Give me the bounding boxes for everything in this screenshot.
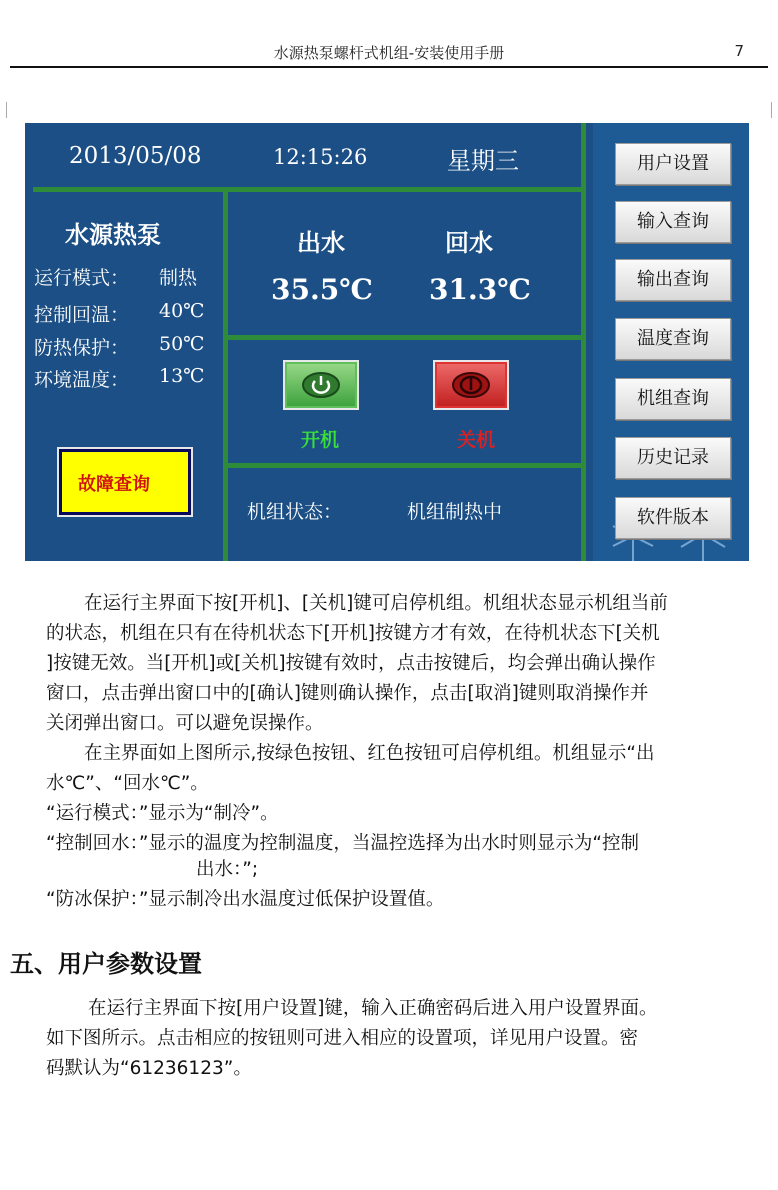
- power-on-label: 开机: [301, 429, 340, 451]
- divider-vertical-left: [223, 187, 228, 561]
- paragraph-line: 在主界面如上图所示,按绿色按钮、红色按钮可启停机组。机组显示“出: [84, 743, 655, 764]
- power-off-label: 关机: [457, 429, 496, 451]
- time-display: 12:15:26: [273, 145, 368, 169]
- hmi-main-screen: [25, 123, 749, 561]
- weekday-display: 星期三: [447, 147, 519, 175]
- paragraph-line: 在运行主界面下按[用户设置]键，输入正确密码后进入用户设置界面。: [88, 998, 658, 1019]
- fault-query-button[interactable]: [59, 449, 191, 515]
- note-freeze-protect: “防冰保护：”显示制冷出水温度过低保护设置值。: [46, 889, 445, 910]
- return-water-temp: 31.3℃: [429, 273, 531, 306]
- output-query-button[interactable]: 输出查询: [615, 259, 731, 301]
- note-control-return: “控制回水：”显示的温度为控制温度，当温控选择为出水时则显示为“控制: [46, 833, 640, 854]
- run-mode-value: 制热: [159, 267, 198, 289]
- paragraph-line: 关闭弹出窗口。可以避免误操作。: [46, 713, 324, 734]
- outlet-water-label: 出水: [297, 228, 345, 257]
- fault-query-label: 故障查询: [78, 474, 150, 495]
- unit-query-button[interactable]: 机组查询: [615, 378, 731, 420]
- software-version-button[interactable]: 软件版本: [615, 497, 731, 539]
- divider-top: [33, 187, 583, 192]
- divider-lower: [223, 463, 583, 468]
- divider-vertical-right: [581, 123, 586, 561]
- power-icon: [299, 370, 343, 400]
- unit-name: 水源热泵: [65, 220, 161, 249]
- unit-status-label: 机组状态：: [247, 501, 343, 523]
- note-control-return-cont: 出水：”;: [196, 859, 259, 880]
- paragraph-line: 水℃”、“回水℃”。: [46, 773, 209, 794]
- paragraph-line: 如下图所示。点击相应的按钮则可进入相应的设置项，详见用户设置。密: [46, 1028, 639, 1049]
- control-return-label: 控制回温：: [34, 304, 130, 326]
- outlet-water-temp: 35.5℃: [271, 273, 373, 306]
- return-water-label: 回水: [445, 228, 493, 257]
- power-on-button[interactable]: [283, 360, 359, 410]
- unit-status-value: 机组制热中: [407, 501, 503, 523]
- paragraph-line: 窗口，点击弹出窗口中的[确认]键则确认操作，点击[取消]键则取消操作并: [46, 683, 649, 704]
- section-heading: 五、用户参数设置: [10, 950, 202, 978]
- control-return-value: 40℃: [159, 300, 205, 322]
- document-title: 水源热泵螺杆式机组-安装使用手册: [273, 44, 505, 62]
- input-query-button[interactable]: 输入查询: [615, 201, 731, 243]
- page-number: 7: [734, 42, 744, 60]
- header-rule: [10, 66, 768, 68]
- date-display: 2013/05/08: [69, 143, 202, 169]
- heat-protect-label: 防热保护：: [34, 337, 130, 359]
- paragraph-line: ]按键无效。当[开机]或[关机]按键有效时，点击按键后，均会弹出确认操作: [46, 653, 656, 674]
- power-off-button[interactable]: [433, 360, 509, 410]
- crop-mark: [771, 102, 772, 118]
- ambient-temp-label: 环境温度：: [34, 369, 130, 391]
- heat-protect-value: 50℃: [159, 333, 205, 355]
- paragraph-line: 的状态，机组在只有在待机状态下[开机]按键方才有效，在待机状态下[关机: [46, 623, 660, 644]
- user-settings-button[interactable]: 用户设置: [615, 143, 731, 185]
- temperature-query-button[interactable]: 温度查询: [615, 318, 731, 360]
- history-record-button[interactable]: 历史记录: [615, 437, 731, 479]
- note-run-mode: “运行模式：”显示为“制冷”。: [46, 803, 279, 824]
- run-mode-label: 运行模式：: [34, 267, 130, 289]
- page-header: [0, 0, 778, 70]
- paragraph-line: 在运行主界面下按[开机]、[关机]键可启停机组。机组状态显示机组当前: [84, 593, 668, 614]
- divider-mid: [223, 335, 583, 340]
- ambient-temp-value: 13℃: [159, 365, 205, 387]
- paragraph-line: 码默认为“61236123”。: [46, 1058, 252, 1079]
- crop-mark: [6, 102, 7, 118]
- side-menu: [593, 123, 749, 561]
- power-icon: [449, 370, 493, 400]
